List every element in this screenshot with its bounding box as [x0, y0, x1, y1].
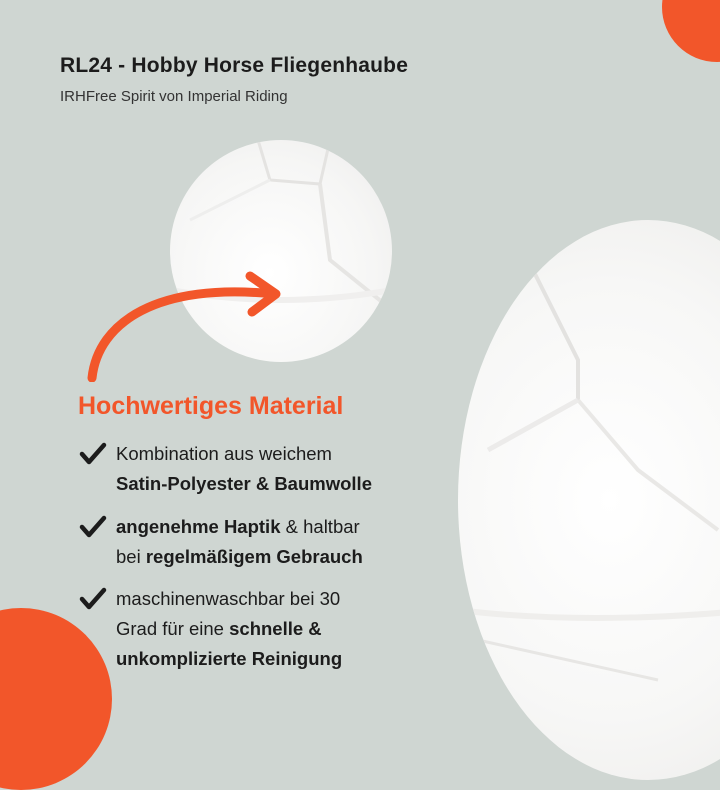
section-heading: Hochwertiges Material: [78, 392, 344, 420]
product-subtitle: IRHFree Spirit von Imperial Riding: [60, 88, 288, 105]
checkmark-icon: [78, 584, 108, 614]
material-detail-photo: [458, 220, 720, 780]
feature-item: [78, 584, 342, 674]
checkmark-icon: [78, 439, 108, 469]
feature-text: maschinenwaschbar bei 30 Grad für eine schnelle & unkomplizierte Reinigung: [116, 588, 343, 669]
checkmark-icon: [78, 512, 108, 542]
feature-text: Kombination aus weichem Satin-Polyester & Baumwolle: [116, 443, 372, 494]
feature-item: [78, 512, 363, 572]
feature-text: angenehme Haptik & haltbar bei regelmäßigem Gebrauch: [116, 516, 363, 567]
feature-item: [78, 439, 372, 499]
product-title: RL24 - Hobby Horse Fliegenhaube: [60, 54, 409, 77]
decorative-circle-top-right: [662, 0, 720, 62]
curved-arrow-icon: [78, 262, 288, 382]
